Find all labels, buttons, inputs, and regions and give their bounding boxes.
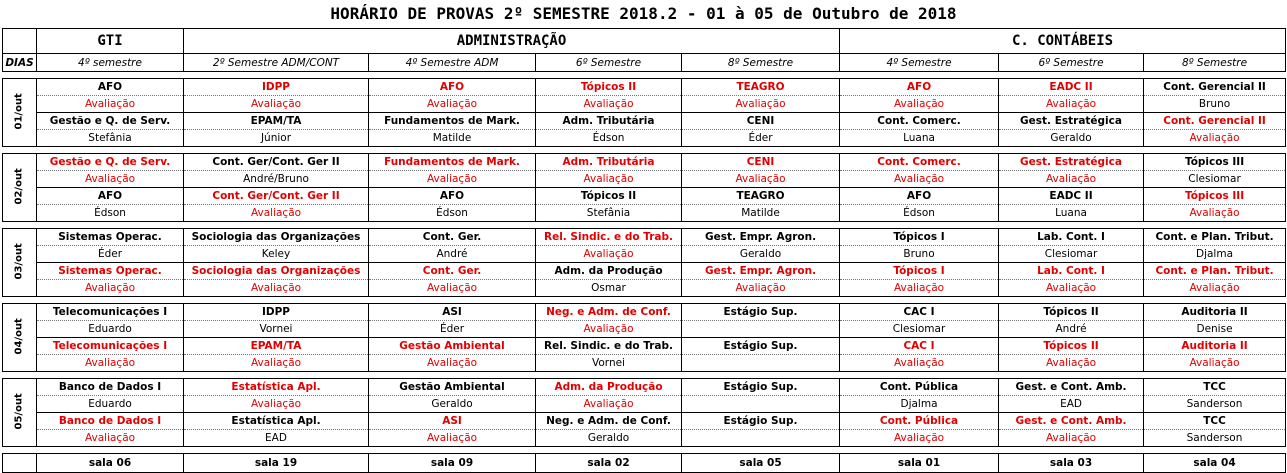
detail-cell: Clesiomar bbox=[840, 321, 999, 338]
subject-cell: Tópicos II bbox=[999, 304, 1144, 321]
subject-cell: Tópicos III bbox=[1144, 154, 1286, 171]
subject-cell: Estatística Apl. bbox=[184, 379, 369, 396]
subject-cell: Gest. Estratégica bbox=[999, 113, 1144, 130]
detail-cell: Éder bbox=[682, 130, 840, 147]
day-separator bbox=[3, 72, 1286, 79]
detail-cell: Djalma bbox=[840, 396, 999, 413]
detail-cell: Avaliação bbox=[999, 430, 1144, 447]
schedule-row bbox=[3, 154, 1286, 171]
subject-cell: Gest. e Cont. Amb. bbox=[999, 413, 1144, 430]
subject-cell: Neg. e Adm. de Conf. bbox=[536, 304, 682, 321]
group-gti: GTI bbox=[37, 29, 184, 54]
detail-cell: Avaliação bbox=[682, 280, 840, 297]
detail-cell: Avaliação bbox=[840, 430, 999, 447]
detail-cell: Avaliação bbox=[999, 171, 1144, 188]
subject-cell: Banco de Dados I bbox=[37, 379, 184, 396]
day-label-text: 04/out bbox=[13, 317, 25, 354]
subject-cell: Lab. Cont. I bbox=[999, 263, 1144, 280]
detail-cell: Édson bbox=[840, 205, 999, 222]
subject-cell: Banco de Dados I bbox=[37, 413, 184, 430]
room-row bbox=[3, 454, 1286, 473]
day-label-text: 05/out bbox=[13, 392, 25, 429]
subject-cell: Cont. Pública bbox=[840, 379, 999, 396]
room-cell: sala 03 bbox=[999, 454, 1144, 473]
detail-cell: Djalma bbox=[1144, 246, 1286, 263]
room-cell: sala 04 bbox=[1144, 454, 1286, 473]
detail-cell: Avaliação bbox=[184, 355, 369, 372]
schedule-row bbox=[3, 338, 1286, 355]
detail-cell: Clesiomar bbox=[999, 246, 1144, 263]
subject-cell: Sociologia das Organizações bbox=[184, 229, 369, 246]
day-label bbox=[3, 304, 37, 372]
detail-cell: Matilde bbox=[682, 205, 840, 222]
schedule-row bbox=[3, 413, 1286, 430]
schedule-row bbox=[3, 171, 1286, 188]
detail-cell: Eduardo bbox=[37, 321, 184, 338]
subject-cell: Telecomunicações I bbox=[37, 338, 184, 355]
room-cell: sala 19 bbox=[184, 454, 369, 473]
program-header-row bbox=[3, 29, 1286, 54]
subject-cell: Fundamentos de Mark. bbox=[369, 154, 536, 171]
detail-cell: Osmar bbox=[536, 280, 682, 297]
detail-cell: Avaliação bbox=[840, 280, 999, 297]
page-title: HORÁRIO DE PROVAS 2º SEMESTRE 2018.2 - 01 à 05 de Outubro de 2018 bbox=[330, 4, 957, 23]
subject-cell: Gestão e Q. de Serv. bbox=[37, 154, 184, 171]
detail-cell: Matilde bbox=[369, 130, 536, 147]
subject-cell: Cont. Ger/Cont. Ger II bbox=[184, 188, 369, 205]
detail-cell: Avaliação bbox=[682, 171, 840, 188]
subject-cell: CAC I bbox=[840, 338, 999, 355]
subject-cell: Auditoria II bbox=[1144, 338, 1286, 355]
subject-cell: Cont. Gerencial II bbox=[1144, 79, 1286, 96]
detail-cell: Avaliação bbox=[184, 205, 369, 222]
subject-cell: TEAGRO bbox=[682, 188, 840, 205]
subject-cell: IDPP bbox=[184, 79, 369, 96]
detail-cell: Avaliação bbox=[536, 96, 682, 113]
detail-cell: Geraldo bbox=[682, 246, 840, 263]
subject-cell: Rel. Sindic. e do Trab. bbox=[536, 229, 682, 246]
detail-cell: Clesiomar bbox=[1144, 171, 1286, 188]
detail-cell: Avaliação bbox=[184, 96, 369, 113]
detail-cell: Vornei bbox=[536, 355, 682, 372]
subject-cell: Tópicos II bbox=[999, 338, 1144, 355]
detail-cell: Avaliação bbox=[37, 171, 184, 188]
detail-cell: Avaliação bbox=[184, 280, 369, 297]
room-cell: sala 01 bbox=[840, 454, 999, 473]
subject-cell: Gestão Ambiental bbox=[369, 379, 536, 396]
subject-cell: Gestão e Q. de Serv. bbox=[37, 113, 184, 130]
subject-cell: Tópicos II bbox=[536, 188, 682, 205]
separator-cell bbox=[3, 447, 1286, 454]
detail-cell: Avaliação bbox=[369, 355, 536, 372]
detail-cell bbox=[682, 396, 840, 413]
detail-cell: Avaliação bbox=[37, 430, 184, 447]
semester-header: 6º Semestre bbox=[536, 54, 682, 72]
schedule-row bbox=[3, 263, 1286, 280]
subject-cell: Tópicos I bbox=[840, 229, 999, 246]
detail-cell: Eduardo bbox=[37, 396, 184, 413]
subject-cell: Neg. e Adm. de Conf. bbox=[536, 413, 682, 430]
detail-cell: Avaliação bbox=[999, 96, 1144, 113]
schedule-row bbox=[3, 205, 1286, 222]
detail-cell: Avaliação bbox=[536, 171, 682, 188]
subject-cell: CENI bbox=[682, 113, 840, 130]
detail-cell: Luana bbox=[999, 205, 1144, 222]
day-separator bbox=[3, 447, 1286, 454]
corner-cell bbox=[3, 29, 37, 54]
subject-cell: Estágio Sup. bbox=[682, 304, 840, 321]
subject-cell: Estatística Apl. bbox=[184, 413, 369, 430]
semester-header: 8º Semestre bbox=[1144, 54, 1286, 72]
detail-cell: Avaliação bbox=[184, 396, 369, 413]
detail-cell: Avaliação bbox=[840, 96, 999, 113]
detail-cell: André bbox=[369, 246, 536, 263]
schedule-row bbox=[3, 113, 1286, 130]
detail-cell: Sanderson bbox=[1144, 430, 1286, 447]
separator-cell bbox=[3, 297, 1286, 304]
semester-header: 8º Semestre bbox=[682, 54, 840, 72]
detail-cell: Geraldo bbox=[536, 430, 682, 447]
subject-cell: Gest. e Cont. Amb. bbox=[999, 379, 1144, 396]
detail-cell: Júnior bbox=[184, 130, 369, 147]
subject-cell: EPAM/TA bbox=[184, 113, 369, 130]
detail-cell: Avaliação bbox=[1144, 280, 1286, 297]
detail-cell: Édson bbox=[369, 205, 536, 222]
detail-cell: Keley bbox=[184, 246, 369, 263]
subject-cell: AFO bbox=[37, 79, 184, 96]
semester-header: 4º Semestre bbox=[840, 54, 999, 72]
detail-cell bbox=[682, 430, 840, 447]
group-administracao: ADMINISTRAÇÃO bbox=[184, 29, 840, 54]
subject-cell: CENI bbox=[682, 154, 840, 171]
detail-cell: EAD bbox=[999, 396, 1144, 413]
subject-cell: AFO bbox=[37, 188, 184, 205]
subject-cell: Estágio Sup. bbox=[682, 338, 840, 355]
detail-cell: Avaliação bbox=[37, 355, 184, 372]
subject-cell: Cont. Gerencial II bbox=[1144, 113, 1286, 130]
separator-cell bbox=[3, 147, 1286, 154]
subject-cell: TCC bbox=[1144, 379, 1286, 396]
day-separator bbox=[3, 147, 1286, 154]
schedule-row bbox=[3, 280, 1286, 297]
room-row-corner bbox=[3, 454, 37, 473]
detail-cell: Avaliação bbox=[369, 171, 536, 188]
detail-cell: Avaliação bbox=[1144, 130, 1286, 147]
day-label bbox=[3, 379, 37, 447]
schedule-row bbox=[3, 355, 1286, 372]
subject-cell: EADC II bbox=[999, 188, 1144, 205]
detail-cell: Vornei bbox=[184, 321, 369, 338]
exam-schedule-table bbox=[2, 28, 1286, 473]
group-contabeis: C. CONTÁBEIS bbox=[840, 29, 1286, 54]
schedule-row bbox=[3, 229, 1286, 246]
subject-cell: AFO bbox=[369, 188, 536, 205]
detail-cell: Denise bbox=[1144, 321, 1286, 338]
subject-cell: Auditoria II bbox=[1144, 304, 1286, 321]
subject-cell: AFO bbox=[840, 188, 999, 205]
detail-cell: Avaliação bbox=[536, 246, 682, 263]
subject-cell: Adm. da Produção bbox=[536, 263, 682, 280]
subject-cell: Cont. Ger/Cont. Ger II bbox=[184, 154, 369, 171]
subject-cell: Gestão Ambiental bbox=[369, 338, 536, 355]
subject-cell: Cont. Pública bbox=[840, 413, 999, 430]
day-separator bbox=[3, 222, 1286, 229]
detail-cell: EAD bbox=[184, 430, 369, 447]
subject-cell: Gest. Empr. Agron. bbox=[682, 263, 840, 280]
schedule-row bbox=[3, 246, 1286, 263]
detail-cell: Avaliação bbox=[840, 355, 999, 372]
room-cell: sala 06 bbox=[37, 454, 184, 473]
detail-cell: Avaliação bbox=[37, 280, 184, 297]
detail-cell: Avaliação bbox=[37, 96, 184, 113]
detail-cell: Éder bbox=[37, 246, 184, 263]
day-label bbox=[3, 229, 37, 297]
subject-cell: Tópicos I bbox=[840, 263, 999, 280]
subject-cell: Fundamentos de Mark. bbox=[369, 113, 536, 130]
subject-cell: Cont. Ger. bbox=[369, 263, 536, 280]
detail-cell: Bruno bbox=[1144, 96, 1286, 113]
subject-cell: Telecomunicações I bbox=[37, 304, 184, 321]
subject-cell: Lab. Cont. I bbox=[999, 229, 1144, 246]
subject-cell: Gest. Empr. Agron. bbox=[682, 229, 840, 246]
subject-cell: Estágio Sup. bbox=[682, 413, 840, 430]
detail-cell: Luana bbox=[840, 130, 999, 147]
schedule-row bbox=[3, 321, 1286, 338]
subject-cell: Tópicos III bbox=[1144, 188, 1286, 205]
schedule-row bbox=[3, 188, 1286, 205]
detail-cell: Avaliação bbox=[999, 355, 1144, 372]
subject-cell: EPAM/TA bbox=[184, 338, 369, 355]
schedule-row bbox=[3, 396, 1286, 413]
subject-cell: Adm. Tributária bbox=[536, 113, 682, 130]
subject-cell: Cont. Comerc. bbox=[840, 154, 999, 171]
schedule-row bbox=[3, 130, 1286, 147]
separator-cell bbox=[3, 222, 1286, 229]
subject-cell: Adm. Tributária bbox=[536, 154, 682, 171]
detail-cell: Avaliação bbox=[999, 280, 1144, 297]
semester-header: 6º Semestre bbox=[999, 54, 1144, 72]
schedule-row bbox=[3, 379, 1286, 396]
detail-cell: Geraldo bbox=[369, 396, 536, 413]
detail-cell: Avaliação bbox=[536, 321, 682, 338]
detail-cell bbox=[682, 321, 840, 338]
detail-cell: Stefânia bbox=[37, 130, 184, 147]
subject-cell: Estágio Sup. bbox=[682, 379, 840, 396]
subject-cell: EADC II bbox=[999, 79, 1144, 96]
detail-cell: Avaliação bbox=[369, 96, 536, 113]
detail-cell: Édson bbox=[536, 130, 682, 147]
subject-cell: Cont. Ger. bbox=[369, 229, 536, 246]
schedule-row bbox=[3, 430, 1286, 447]
schedule-row bbox=[3, 96, 1286, 113]
room-cell: sala 05 bbox=[682, 454, 840, 473]
detail-cell: Avaliação bbox=[369, 430, 536, 447]
subject-cell: IDPP bbox=[184, 304, 369, 321]
detail-cell: Éder bbox=[369, 321, 536, 338]
subject-cell: Tópicos II bbox=[536, 79, 682, 96]
subject-cell: ASI bbox=[369, 413, 536, 430]
day-label-text: 01/out bbox=[13, 92, 25, 129]
schedule-row bbox=[3, 304, 1286, 321]
day-separator bbox=[3, 372, 1286, 379]
schedule-row bbox=[3, 79, 1286, 96]
subject-cell: Cont. e Plan. Tribut. bbox=[1144, 229, 1286, 246]
day-label bbox=[3, 154, 37, 222]
detail-cell: Avaliação bbox=[1144, 355, 1286, 372]
subject-cell: Sistemas Operac. bbox=[37, 263, 184, 280]
detail-cell: Avaliação bbox=[840, 171, 999, 188]
detail-cell: Avaliação bbox=[536, 396, 682, 413]
subject-cell: Gest. Estratégica bbox=[999, 154, 1144, 171]
day-label-text: 02/out bbox=[13, 167, 25, 204]
subject-cell: Sociologia das Organizações bbox=[184, 263, 369, 280]
detail-cell: Avaliação bbox=[369, 280, 536, 297]
day-separator bbox=[3, 297, 1286, 304]
room-cell: sala 02 bbox=[536, 454, 682, 473]
dias-label: DIAS bbox=[3, 54, 37, 72]
subject-cell: TCC bbox=[1144, 413, 1286, 430]
semester-header: 2º Semestre ADM/CONT bbox=[184, 54, 369, 72]
detail-cell bbox=[682, 355, 840, 372]
separator-cell bbox=[3, 372, 1286, 379]
subject-cell: AFO bbox=[369, 79, 536, 96]
detail-cell: Stefânia bbox=[536, 205, 682, 222]
subject-cell: CAC I bbox=[840, 304, 999, 321]
subject-cell: Sistemas Operac. bbox=[37, 229, 184, 246]
subject-cell: ASI bbox=[369, 304, 536, 321]
detail-cell: Geraldo bbox=[999, 130, 1144, 147]
detail-cell: Édson bbox=[37, 205, 184, 222]
subject-cell: TEAGRO bbox=[682, 79, 840, 96]
detail-cell: André/Bruno bbox=[184, 171, 369, 188]
detail-cell: Avaliação bbox=[682, 96, 840, 113]
subject-cell: AFO bbox=[840, 79, 999, 96]
day-label bbox=[3, 79, 37, 147]
semester-header: 4º Semestre ADM bbox=[369, 54, 536, 72]
day-label-text: 03/out bbox=[13, 242, 25, 279]
separator-cell bbox=[3, 72, 1286, 79]
subject-cell: Cont. e Plan. Tribut. bbox=[1144, 263, 1286, 280]
detail-cell: André bbox=[999, 321, 1144, 338]
room-cell: sala 09 bbox=[369, 454, 536, 473]
semester-header: 4º semestre bbox=[37, 54, 184, 72]
detail-cell: Avaliação bbox=[1144, 205, 1286, 222]
subject-cell: Rel. Sindic. e do Trab. bbox=[536, 338, 682, 355]
semester-header-row bbox=[3, 54, 1286, 72]
subject-cell: Cont. Comerc. bbox=[840, 113, 999, 130]
detail-cell: Bruno bbox=[840, 246, 999, 263]
subject-cell: Adm. da Produção bbox=[536, 379, 682, 396]
detail-cell: Sanderson bbox=[1144, 396, 1286, 413]
